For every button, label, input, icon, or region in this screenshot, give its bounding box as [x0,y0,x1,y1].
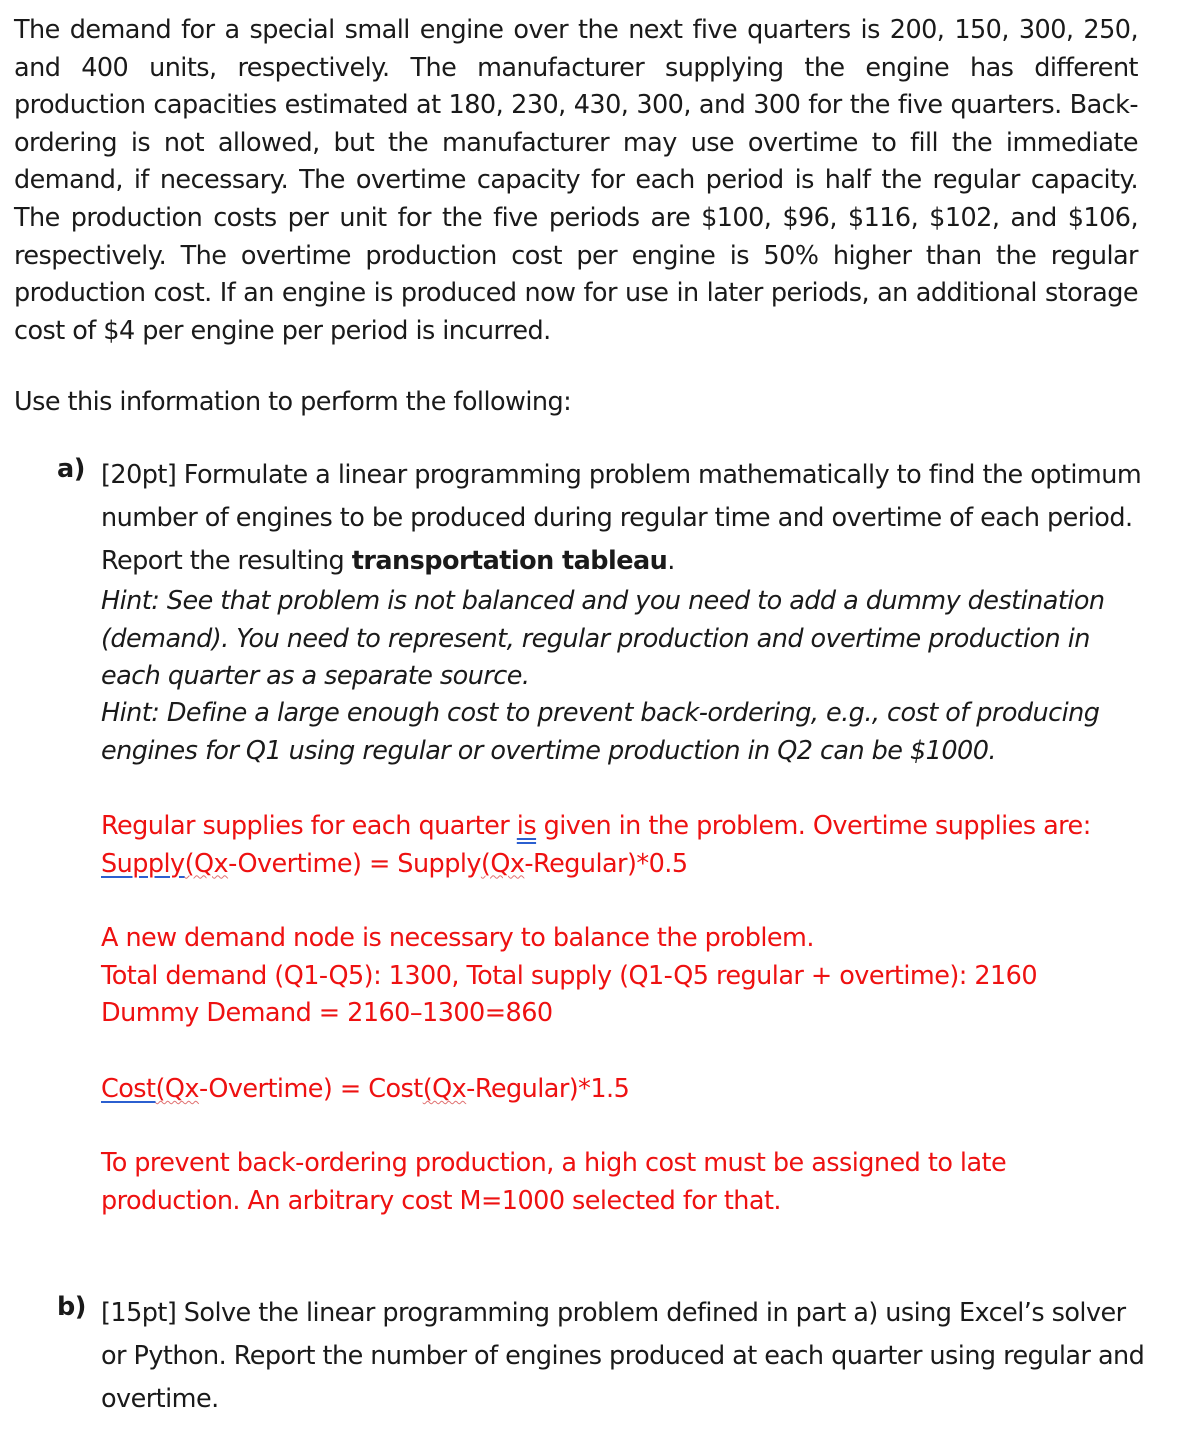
part-a-bold-term: transportation tableau [351,546,668,576]
instruction-text: Use this information to perform the following: [14,387,572,417]
hint-2: Hint: Define a large enough cost to prevent back-ordering, e.g., cost of producing engines for Q1 using regular or overtime production in Q2 can be $1000. [101,698,1100,766]
hint-1: Hint: See that problem is not balanced and you need to add a dummy destination (demand). You need to represent, regular production and overtime production in each quarter as a separate source. [101,586,1105,691]
grammar-flag: is [516,811,537,841]
part-a-period: . [667,546,675,576]
part-a-question [101,454,1151,583]
part-b-label: b) [57,1292,86,1322]
demand-line-3: Dummy Demand = 2160–1300=860 [101,998,553,1029]
answer-cost-formula: Cost(Qx-Overtime) = Cost(Qx-Regular)*1.5 [101,1074,630,1104]
answer-demand [101,920,1151,1033]
problem-statement: The demand for a special small engine over the next five quarters is 200, 150, 300, 250, and 400 units, respectively. The manufacturer supplying the engine has different production capacities estimated at 180, 230, 430, 300, and 300 for the five quarters. Back-ordering is not allowed, but the manufacturer may use overtime to fill the immediate demand, if necessary. The overtime capacity for each period is half the regular capacity. The production costs per unit for the five periods are $100, $96, $116, $102, and $106, respectively. The overtime production cost per engine is 50% higher than the regular production cost. If an engine is produced now for use in later periods, an additional storage cost of $4 per engine per period is incurred. [14,15,1138,346]
answer-backorder: To prevent back-ordering production, a high cost must be assigned to late production. An arbitrary cost M=1000 selected for that. [101,1148,1007,1216]
part-b-question: [15pt] Solve the linear programming problem defined in part a) using Excel’s solver or Python. Report the number of engines produced at each quarter using regular and overtime. [101,1298,1145,1414]
demand-line-2: Total demand (Q1-Q5): 1300, Total supply (Q1-Q5 regular + overtime): 2160 [101,960,1038,991]
answer-supply [101,808,1151,883]
part-a-label: a) [57,454,85,484]
supply-line-1: Regular supplies for each quarter is given in the problem. Overtime supplies are: [101,811,1091,841]
part-a-text: [20pt] Formulate a linear programming problem mathematically to find the optimum number of engines to be produced during regular time and overtime of each period. Report the resulting [101,460,1142,576]
supply-formula: Supply(Qx-Overtime) = Supply(Qx-Regular)*0.5 [101,848,688,879]
demand-line-1: A new demand node is necessary to balance the problem. [101,923,814,953]
